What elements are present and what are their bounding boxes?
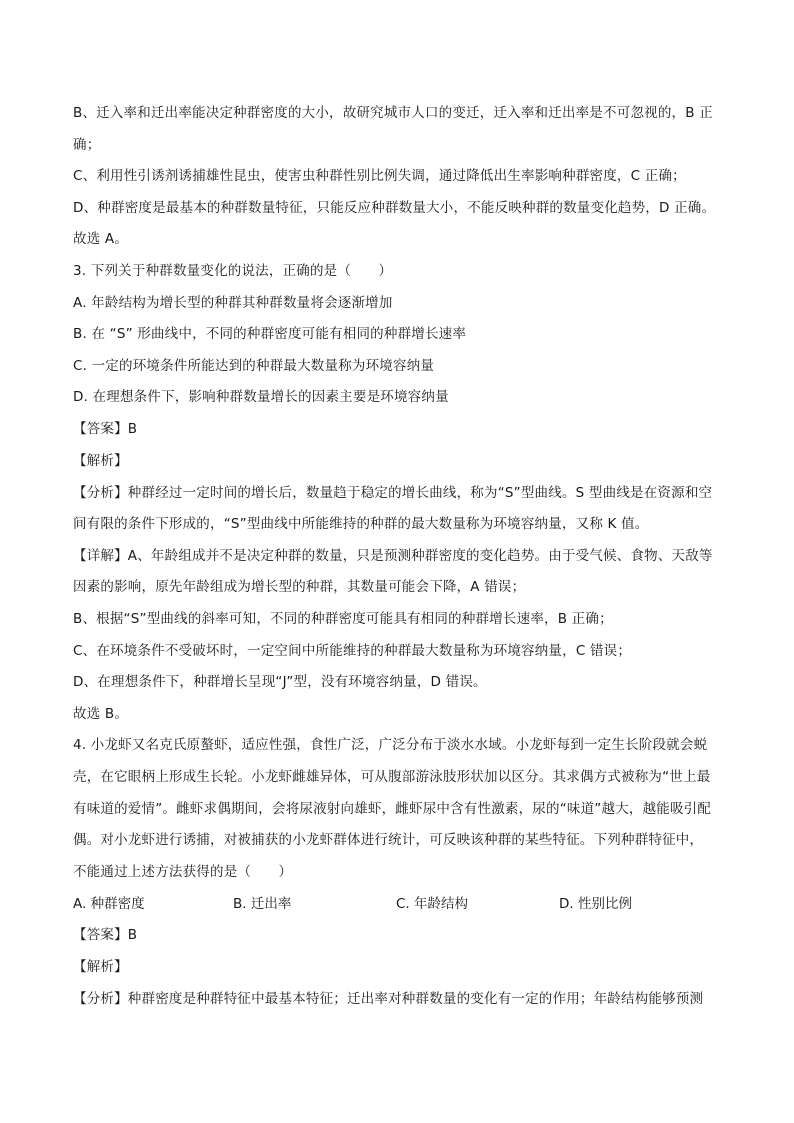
analysis-option-c: C、利用性引诱剂诱捕雄性昆虫，使害虫种群性别比例失调，通过降低出生率影响种群密度，C 正确； [73,168,686,184]
q3-option-c: C. 一定的环境条件所能达到的种群最大数量称为环境容纳量 [73,358,435,374]
question-4-stem-line5: 不能通过上述方法获得的是（ ） [73,864,293,880]
q4-analysis-line1: 【分析】种群密度是种群特征中最基本特征；迁出率对种群数量的变化有一定的作用；年龄结构能够预测 [73,991,704,1007]
question-3-stem: 3. 下列关于种群数量变化的说法，正确的是（ ） [73,263,393,279]
q3-option-d: D. 在理想条件下，影响种群数量增长的因素主要是环境容纳量 [73,389,449,405]
q3-detail-b: B、根据“S”型曲线的斜率可知，不同的种群密度可能具有相同的种群增长速率，B 正确； [73,611,613,627]
q3-explanation-heading: 【解析】 [73,453,128,469]
q3-option-b: B. 在 “S” 形曲线中，不同的种群密度可能有相同的种群增长速率 [73,326,467,342]
q3-detail-line1: 【详解】A、年龄组成并不是决定种群的数量，只是预测种群密度的变化趋势。由于受气候、食物、天敌等 [73,548,713,564]
q3-analysis-line2: 间有限的条件下形成的，“S”型曲线中所能维持的种群的最大数量称为环境容纳量，又称 K 值。 [73,516,649,532]
q3-answer: 【答案】B [73,421,138,437]
analysis-option-b-line1: B、迁入率和迁出率能决定种群密度的大小，故研究城市人口的变迁，迁入率和迁出率是不可忽视的，B 正 [73,105,713,121]
q4-option-a: A. 种群密度 [73,896,145,912]
q4-answer: 【答案】B [73,927,138,943]
q3-conclusion: 故选 B。 [73,706,129,722]
question-4-stem-line3: 有味道的爱情”。雌虾求偶期间，会将尿液射向雄虾，雌虾尿中含有性激素，尿的“味道”越大，越能吸引配 [73,801,712,817]
question-4-stem-line1: 4. 小龙虾又名克氏原螯虾，适应性强，食性广泛，广泛分布于淡水水域。小龙虾每到一定生长阶段就会蜕 [73,737,708,753]
analysis-option-d: D、种群密度是最基本的种群数量特征，只能反应种群数量大小，不能反映种群的数量变化趋势，D 正确。 [73,200,716,216]
question-4-stem-line2: 壳，在它眼柄上形成生长轮。小龙虾雌雄异体，可从腹部游泳肢形状加以区分。其求偶方式被称为“世上最 [73,769,711,785]
analysis-option-b-line2: 确； [73,137,101,153]
q3-detail-c: C、在环境条件不受破坏时，一定空间中所能维持的种群最大数量称为环境容纳量，C 错误； [73,643,632,659]
q3-analysis-line1: 【分析】种群经过一定时间的增长后，数量趋于稳定的增长曲线，称为“S”型曲线。S 型曲线是在资源和空 [73,485,713,501]
q4-option-c: C. 年龄结构 [396,896,469,912]
q2-conclusion: 故选 A。 [73,231,129,247]
q4-option-b: B. 迁出率 [233,896,292,912]
q3-detail-d: D、在理想条件下，种群增长呈现“J”型，没有环境容纳量，D 错误。 [73,674,487,690]
q3-detail-line2: 因素的影响，原先年龄组成为增长型的种群，其数量可能会下降，A 错误； [73,579,526,595]
q3-option-a: A. 年龄结构为增长型的种群其种群数量将会逐渐增加 [73,295,393,311]
q4-explanation-heading: 【解析】 [73,959,128,975]
q4-options-row [73,895,723,913]
q4-option-d: D. 性别比例 [559,896,632,912]
question-4-stem-line4: 偶。对小龙虾进行诱捕，对被捕获的小龙虾群体进行统计，可反映该种群的某些特征。下列种群特征中， [73,832,704,848]
